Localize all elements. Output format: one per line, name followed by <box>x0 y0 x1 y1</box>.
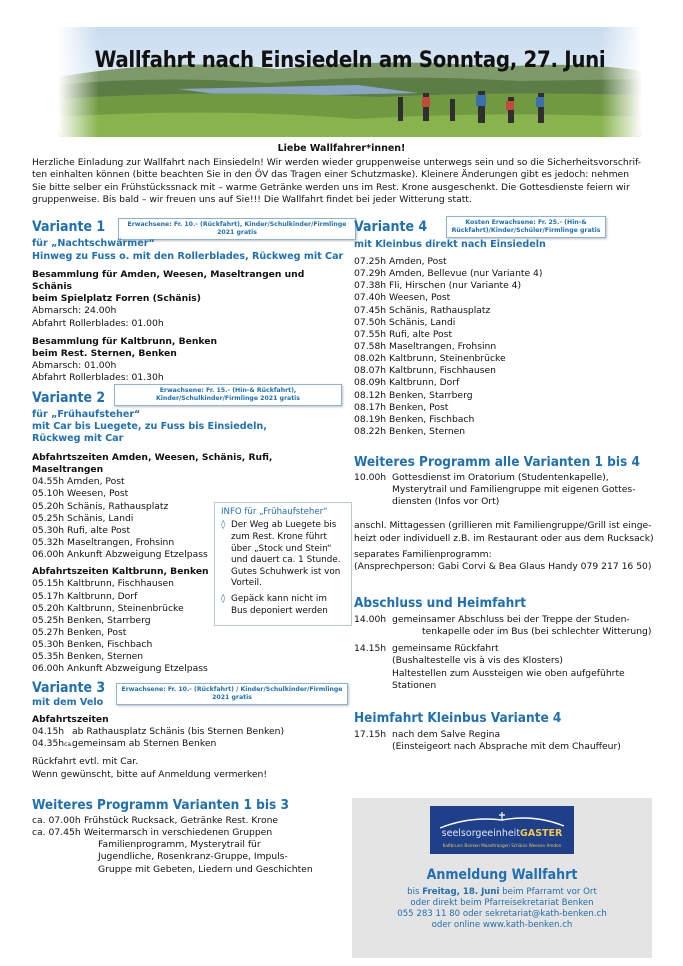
variant-1-route: Hinweg zu Fuss o. mit den Rollerblades, Rückweg mit Car <box>32 251 344 262</box>
schedule-row: 04.55h Amden, Post <box>32 476 125 488</box>
schedule-row: 05.35h Benken, Sternen <box>32 651 144 663</box>
schedule-row: 05.20h Schänis, Rathausplatz <box>32 500 169 512</box>
variant-4-schedule <box>354 256 654 438</box>
variant-1-price-box: Erwachsene: Fr. 10.- (Rückfahrt), Kinder/Schulkinder/Firmlinge 2021 gratis <box>118 218 356 240</box>
info-item <box>221 520 345 590</box>
intro-line: gruppenweise. Bis bald – wir freuen uns auf Sie!!! Die Wallfahrt findet bei jeder Witterung statt. <box>32 194 472 206</box>
program-time: ca. 07.45h <box>32 827 81 839</box>
variant-2-heading: Variante 2 <box>32 390 106 406</box>
program-note: (Ansprechperson: Gabi Corvi & Bea Glaus Handy 079 217 16 50) <box>354 560 652 572</box>
program-time: 17.15h <box>354 729 387 740</box>
schedule-row: 08.07h Kaltbrunn, Fischhausen <box>354 365 496 377</box>
program-desc: Weitermarsch in verschiedenen Gruppen Familienprogramm, Mysterytrail für Jugendliche, Rosenkranz-Gruppe, Impuls- Gruppe mit Gebeten, Liedern und Geschichten <box>84 827 313 875</box>
program-note: separates Familienprogramm: <box>354 548 492 560</box>
intro-line: Herzliche Einladung zur Wallfahrt nach Einsiedeln! Wir werden wieder gruppenweise unterwegs sein und so die Sicherheitsvorschrif- <box>32 157 642 168</box>
variant-1-heading: Variante 1 <box>32 219 106 235</box>
program-1-3-list <box>32 815 342 876</box>
departure-time: Abfahrt Rollerblades: 01.00h <box>32 317 164 329</box>
program-all-heading: Weiteres Programm alle Varianten 1 bis 4 <box>354 454 640 470</box>
schedule-time: 04.35hca. <box>32 738 74 750</box>
schedule-row: 07.45h Schänis, Rathausplatz <box>354 304 491 316</box>
schedule-row: 05.32h Maseltrangen, Frohsinn <box>32 536 175 548</box>
program-time: 14.15h <box>354 643 387 655</box>
schedule-row: 06.00h Ankunft Abzweigung Etzelpass <box>32 549 208 561</box>
greeting: Liebe Wallfahrer*innen! <box>277 143 406 154</box>
registration-title: Anmeldung Wallfahrt <box>426 867 578 883</box>
registration-line: oder direkt beim Pfarreisekretariat Benken <box>410 898 594 908</box>
variant-3-price-box: Erwachsene: Fr. 10.- (Rückfahrt) / Kinder/Schulkinder/Firmlinge 2021 gratis <box>116 683 348 705</box>
schedule-row <box>32 726 342 738</box>
schedule-row: 08.02h Kaltbrunn, Steinenbrücke <box>354 353 506 365</box>
program-desc: nach dem Salve Regina (Einsteigeort nach Absprache mit dem Chauffeur) <box>392 729 621 753</box>
program-row <box>354 472 654 508</box>
closing-heading: Abschluss und Heimfahrt <box>354 595 527 611</box>
schedule-desc: ab Rathausplatz Schänis (bis Sternen Benken) <box>72 726 285 738</box>
diamond-icon: ◊ <box>221 520 226 531</box>
schedule-row: 05.30h Benken, Fischbach <box>32 639 153 651</box>
note: Rückfahrt evtl. mit Car. <box>32 756 139 768</box>
registration-online-link[interactable]: oder online www.kath-benken.ch <box>431 920 573 930</box>
schedule-row: 08.12h Benken, Starrberg <box>354 389 473 401</box>
variant-4-subtitle: mit Kleinbus direkt nach Einsiedeln <box>354 239 546 250</box>
program-desc: Frühstück Rucksack, Getränke Rest. Krone <box>84 815 279 826</box>
schedule-row: 05.20h Kaltbrunn, Steinenbrücke <box>32 602 184 614</box>
schedule-row: 06.00h Ankunft Abzweigung Etzelpass <box>32 663 208 675</box>
variant-3-heading: Variante 3 <box>32 680 106 696</box>
departure-time: Abmarsch: 24.00h <box>32 305 117 317</box>
schedule-row: 05.25h Benken, Starrberg <box>32 614 151 626</box>
program-desc: gemeinsame Rückfahrt (Bushaltestelle vis à vis des Klosters) Haltestellen zum Aussteigen wie oben aufgeführte Stationen <box>392 643 625 691</box>
variant-3-schedule <box>32 714 342 781</box>
schedule-row: 05.27h Benken, Post <box>32 626 127 638</box>
assembly-place: beim Rest. Sternen, Benken <box>32 347 177 359</box>
program-time: ca. 07.00h <box>32 815 81 826</box>
program-desc: gemeinsamer Abschluss bei der Treppe der Studen- tenkapelle oder im Bus (bei schlechter Witterung) <box>392 614 652 638</box>
program-row <box>354 614 654 638</box>
schedule-row: 05.25h Schänis, Landi <box>32 512 134 524</box>
schedule-title: Abfahrtszeiten Kaltbrunn, Benken <box>32 566 209 578</box>
variant-1-subtitle: für „Nachtschwärmer“ <box>32 238 155 249</box>
schedule-row: 08.19h Benken, Fischbach <box>354 413 475 425</box>
program-row <box>354 729 654 753</box>
variant-2-subtitle: für „Frühaufsteher“ <box>32 409 141 420</box>
registration-contact: 055 283 11 80 oder sekretariat@kath-benken.ch <box>397 909 607 919</box>
info-text: Gepäck kann nicht im Bus deponiert werden <box>231 594 328 616</box>
departure-time: Abfahrt Rollerblades: 01.30h <box>32 372 164 384</box>
schedule-time: 04.15h <box>32 726 65 738</box>
schedule-row: 05.17h Kaltbrunn, Dorf <box>32 590 138 602</box>
schedule-row: 07.58h Maseltrangen, Frohsinn <box>354 340 497 352</box>
intro-line: ten einhalten können (bitte beachten Sie in den ÖV das Tragen einer Schutzmaske). Kleinere Änderungen gibt es jedoch: nehmen <box>32 169 630 181</box>
schedule-row: 05.10h Weesen, Post <box>32 488 129 500</box>
variant-4-price-box: Kosten Erwachsene: Fr. 25.- (Hin-& Rückfahrt)/Kinder/Schüler/Firmlinge gratis <box>446 216 606 238</box>
schedule-row <box>32 738 342 750</box>
intro-text <box>32 157 654 207</box>
schedule-desc: gemeinsam ab Sternen Benken <box>72 738 217 750</box>
return-v4-list <box>354 729 654 753</box>
registration-deadline: bis Freitag, 18. Juni beim Pfarramt vor Ort <box>407 887 597 897</box>
program-row <box>32 827 342 876</box>
program-row <box>32 815 342 827</box>
variant-2-route: Rückweg mit Car <box>32 433 124 444</box>
schedule-row: 07.55h Rufi, alte Post <box>354 328 453 340</box>
schedule-row: 08.17h Benken, Post <box>354 401 449 413</box>
assembly-title: Besammlung für Amden, Weesen, Maseltrangen und Schänis <box>32 269 305 293</box>
landscape-photo <box>58 27 642 137</box>
assembly-title: Besammlung für Kaltbrunn, Benken <box>32 335 218 347</box>
schedule-row: 05.30h Rufi, alte Post <box>32 524 131 536</box>
page-title: Wallfahrt nach Einsiedeln am Sonntag, 27. Juni <box>94 48 606 73</box>
info-box <box>214 502 352 626</box>
variant-1-details <box>32 269 342 384</box>
departure-time: Abmarsch: 01.00h <box>32 359 117 371</box>
logo-subtitle: Kaltbrunn Benken Maseltrangen Schänis Weesen Amden <box>442 843 562 848</box>
variant-2-route: mit Car bis Luegete, zu Fuss bis Einsiedeln, <box>32 421 267 432</box>
program-time: 10.00h <box>354 472 387 483</box>
program-note: anschl. Mittagessen (grillieren mit Familiengruppe/Grill ist einge- <box>354 520 652 532</box>
schedule-title: Abfahrtszeiten Amden, Weesen, Schänis, Rufi, Maseltrangen <box>32 452 273 476</box>
return-v4-heading: Heimfahrt Kleinbus Variante 4 <box>354 710 562 726</box>
info-item <box>221 594 345 617</box>
schedule-row: 07.29h Amden, Bellevue (nur Variante 4) <box>354 268 543 280</box>
schedule-row: 07.38h Fli, Hirschen (nur Variante 4) <box>354 280 522 292</box>
diamond-icon: ◊ <box>221 594 226 604</box>
schedule-row: 07.40h Weesen, Post <box>354 292 451 304</box>
schedule-row: 08.09h Kaltbrunn, Dorf <box>354 377 460 389</box>
info-text: Der Weg ab Luegete bis zum Rest. Krone führt über „Stock und Stein“ und dauert ca. 1 Stunde. Gutes Schuhwerk ist von Vorteil. <box>231 520 341 589</box>
schedule-row: 07.50h Schänis, Landi <box>354 316 456 328</box>
intro-line: Sie bitte selber ein Frühstückssnack mit – warme Getränke werden uns im Rest. Krone ausgeschenkt. Die Gottesdienste feiern wir <box>32 181 630 193</box>
schedule-row: 08.22h Benken, Sternen <box>354 425 466 437</box>
note: Wenn gewünscht, bitte auf Anmeldung vermerken! <box>32 768 268 780</box>
program-desc: Gottesdienst im Oratorium (Studentenkapelle), Mysterytrail und Familiengruppe mit eigenen Gottes- diensten (Infos vor Ort) <box>392 472 636 508</box>
schedule-title: Abfahrtszeiten <box>32 714 109 725</box>
program-note: heizt oder individuell z.B. im Restaurant oder aus dem Rucksack) <box>354 532 654 544</box>
program-all-list <box>354 472 654 573</box>
variant-3-subtitle: mit dem Velo <box>32 697 104 708</box>
header-banner <box>58 27 642 137</box>
program-time: 14.00h <box>354 614 387 625</box>
program-row <box>354 643 654 692</box>
info-title: INFO für „Frühaufsteher“ <box>221 507 328 517</box>
assembly-place: beim Spielplatz Forren (Schänis) <box>32 293 201 305</box>
seelsorgeeinheit-logo: seelsorgeeinheitGASTER Kaltbrunn Benken Maseltrangen Schänis Weesen Amden <box>430 806 574 854</box>
program-1-3-heading: Weiteres Programm Varianten 1 bis 3 <box>32 797 289 813</box>
closing-list <box>354 614 654 692</box>
variant-2-price-box: Erwachsene: Fr. 15.- (Hin-& Rückfahrt), Kinder/Schulkinder/Firmlinge 2021 gratis <box>114 384 342 406</box>
schedule-row: 05.15h Kaltbrunn, Fischhausen <box>32 578 174 590</box>
registration-box <box>352 798 652 958</box>
variant-4-heading: Variante 4 <box>354 219 428 235</box>
schedule-row: 07.25h Amden, Post <box>354 256 447 267</box>
